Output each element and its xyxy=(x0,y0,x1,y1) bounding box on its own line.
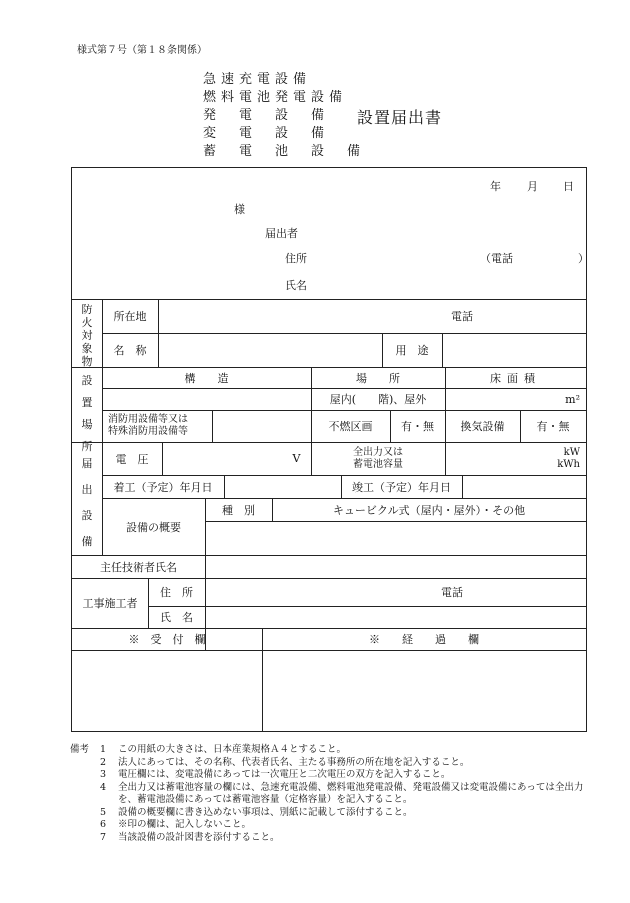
applicant-label: 届出者 xyxy=(265,227,298,240)
form-number-label: 様式第７号（第１８条関係） xyxy=(77,45,207,56)
voltage-label: 電 圧 xyxy=(115,452,149,466)
contractor-phone-label: 電話 xyxy=(441,586,463,599)
remarks-section xyxy=(70,744,590,844)
property-name-label: 名 称 xyxy=(113,344,147,357)
contractor-label: 工事施工者 xyxy=(82,597,138,610)
date-month: 月 xyxy=(527,180,538,193)
use-label: 用 途 xyxy=(395,344,429,357)
remark-item: 6 ※印の欄は、記入しないこと。 xyxy=(100,819,252,830)
applicant-phone-close: ） xyxy=(578,252,589,265)
form-table xyxy=(71,167,587,732)
indoor-outdoor-text: 屋内( 階)、屋外 xyxy=(329,393,427,406)
addressee-sama: 様 xyxy=(234,203,245,216)
title-item-fuel-cell: 燃料電池発電設備 xyxy=(203,90,348,105)
noncombustible-partition-label: 不燃区画 xyxy=(328,420,373,433)
ventilation-yes-no: 有・無 xyxy=(536,420,570,433)
remark-item: 2 法人にあっては、その名称、代表者氏名、主たる事務所の所在地を記入すること。 xyxy=(100,756,470,768)
title-item-quick-charger: 急速充電設備 xyxy=(203,72,312,87)
remark-item: 3 電圧欄には、変電設備にあっては一次電圧と二次電圧の双方を記入すること。 xyxy=(100,769,451,780)
equipment-type-options: キュービクル式（屋内・屋外）・その他 xyxy=(332,503,526,517)
reception-column-header: ※ 受 付 欄 xyxy=(128,633,206,646)
contractor-address-label: 住 所 xyxy=(160,586,193,599)
voltage-unit: V xyxy=(292,452,301,465)
date-day: 日 xyxy=(563,180,574,193)
finish-date-label: 竣工（予定）年月日 xyxy=(352,480,451,494)
form-title: 設置届出書 xyxy=(357,108,443,127)
remark-item: 備考 1 この用紙の大きさは、日本産業規格Ａ４とすること。 xyxy=(70,744,347,755)
remark-item: 5 設備の概要欄に書き込めない事項は、別紙に記載して添付すること。 xyxy=(100,806,413,818)
output-capacity-label: 全出力又は 蓄電池容量 xyxy=(353,446,403,470)
equipment-overview-label: 設備の概要 xyxy=(126,520,181,534)
notified-equip-group-label: 届出設備 xyxy=(81,457,93,548)
progress-column-header: ※ 経 過 欄 xyxy=(369,633,479,646)
remark-item: 7 当該設備の設計図書を添付すること。 xyxy=(100,831,280,843)
output-units: kW kWh xyxy=(557,446,580,470)
install-place-group-label: 設置場所 xyxy=(81,374,93,453)
date-year: 年 xyxy=(490,180,501,193)
applicant-name-label: 氏名 xyxy=(285,279,307,292)
chief-engineer-label: 主任技術者氏名 xyxy=(100,560,177,574)
ventilation-label: 換気設備 xyxy=(460,420,505,433)
equipment-type-label: 種 別 xyxy=(222,503,255,517)
fire-equipment-label: 消防用設備等又は 特殊消防用設備等 xyxy=(108,414,188,437)
applicant-address-label: 住所 xyxy=(285,252,307,265)
applicant-phone-label: （電話 xyxy=(480,252,513,265)
title-item-transformer: 変 電 設 備 xyxy=(203,126,330,141)
floor-area-unit: m² xyxy=(565,392,580,406)
title-item-battery: 蓄 電 池 設 備 xyxy=(203,144,366,159)
remarks-heading: 備考 xyxy=(70,744,90,755)
fire-target-group-label: 防火対象物 xyxy=(81,303,93,368)
location-phone-label: 電話 xyxy=(451,310,473,323)
structure-header: 構 造 xyxy=(184,371,229,385)
start-date-label: 着工（予定）年月日 xyxy=(113,480,213,494)
partition-yes-no: 有・無 xyxy=(401,420,434,433)
location-label: 所在地 xyxy=(113,310,147,323)
contractor-name-label: 氏 名 xyxy=(160,611,193,624)
title-item-generator: 発 電 設 備 xyxy=(203,108,330,123)
place-header: 場 所 xyxy=(356,371,400,385)
remark-item: 4 全出力又は蓄電池容量の欄には、急速充電設備、燃料電池発電設備、発電設備又は変電設備にあっては全出力を、蓄電池設備にあっては蓄電池容量（定格容量）を記入すること。 xyxy=(100,781,584,805)
floor-area-header: 床面積 xyxy=(490,371,541,385)
